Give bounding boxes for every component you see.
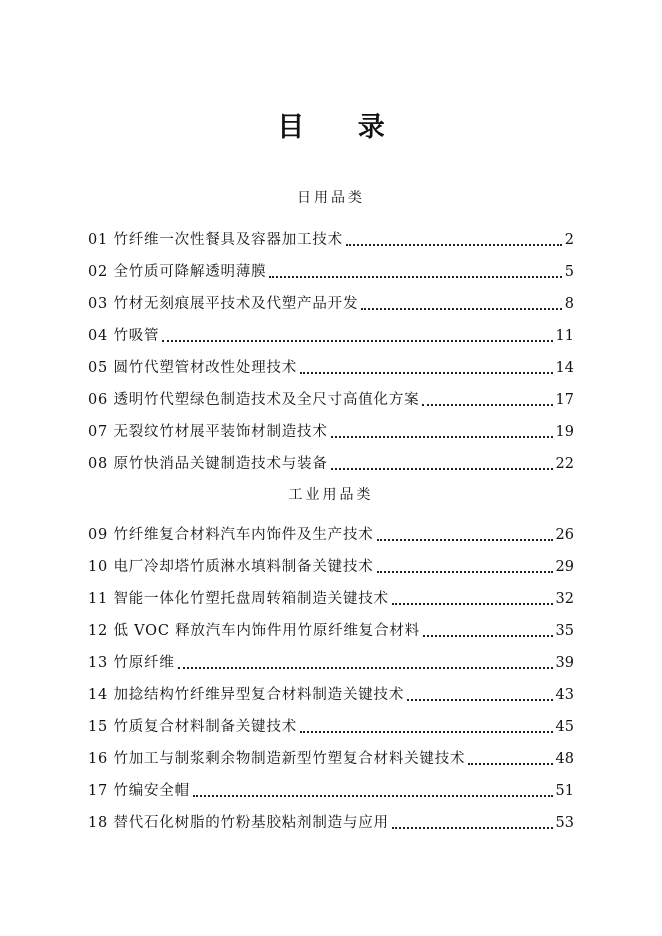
- toc-page-number: 35: [555, 623, 574, 639]
- toc-page-number: 29: [555, 559, 574, 575]
- toc-entry-title: 02 全竹质可降解透明薄膜: [88, 264, 267, 280]
- toc-entry-title: 03 竹材无刻痕展平技术及代塑产品开发: [88, 296, 359, 312]
- toc-page-number: 8: [564, 296, 574, 312]
- toc-entry[interactable]: [88, 609, 574, 641]
- toc-page-number: 11: [555, 328, 574, 344]
- toc-entry-title: 06 透明竹代塑绿色制造技术及全尺寸高值化方案: [88, 392, 420, 408]
- toc-entry[interactable]: [88, 442, 574, 474]
- dot-leader: [162, 340, 552, 342]
- toc-entry[interactable]: [88, 250, 574, 282]
- toc-entry[interactable]: [88, 769, 574, 801]
- toc-entry-title: 18 替代石化树脂的竹粉基胶粘剂制造与应用: [88, 815, 389, 831]
- toc-list-industrial: [88, 513, 574, 833]
- toc-entry[interactable]: [88, 218, 574, 250]
- toc-page-number: 43: [555, 687, 574, 703]
- toc-page-number: 51: [555, 783, 574, 799]
- toc-entry-title: 05 圆竹代塑管材改性处理技术: [88, 360, 298, 376]
- toc-entry[interactable]: [88, 513, 574, 545]
- toc-page-number: 48: [555, 751, 574, 767]
- toc-entry[interactable]: [88, 314, 574, 346]
- toc-list-daily-use: [88, 218, 574, 474]
- dot-leader: [178, 667, 553, 669]
- toc-entry-title: 11 智能一体化竹塑托盘周转箱制造关键技术: [88, 591, 389, 607]
- toc-entry[interactable]: [88, 673, 574, 705]
- toc-entry-title: 10 电厂冷却塔竹质淋水填料制备关键技术: [88, 559, 374, 575]
- toc-entry[interactable]: [88, 737, 574, 769]
- toc-page-number: 45: [555, 719, 574, 735]
- dot-leader: [423, 635, 553, 637]
- toc-page-number: 17: [555, 392, 574, 408]
- toc-entry-title: 14 加捻结构竹纤维异型复合材料制造关键技术: [88, 687, 405, 703]
- dot-leader: [377, 539, 553, 541]
- toc-entry[interactable]: [88, 545, 574, 577]
- toc-entry-title: 17 竹编安全帽: [88, 783, 190, 799]
- toc-page-number: 2: [564, 232, 574, 248]
- toc-entry[interactable]: [88, 577, 574, 609]
- toc-page-number: 19: [555, 424, 574, 440]
- section-heading-daily-use: 日用品类: [297, 190, 365, 206]
- toc-entry[interactable]: [88, 641, 574, 673]
- toc-entry[interactable]: [88, 705, 574, 737]
- toc-page-number: 26: [555, 527, 574, 543]
- toc-entry-title: 01 竹纤维一次性餐具及容器加工技术: [88, 232, 343, 248]
- page-title: 目 录: [277, 112, 407, 143]
- dot-leader: [392, 603, 553, 605]
- toc-entry[interactable]: [88, 282, 574, 314]
- toc-entry-title: 13 竹原纤维: [88, 655, 175, 671]
- toc-entry[interactable]: [88, 410, 574, 442]
- dot-leader: [331, 436, 553, 438]
- dot-leader: [361, 308, 562, 310]
- toc-entry-title: 09 竹纤维复合材料汽车内饰件及生产技术: [88, 527, 374, 543]
- toc-entry-title: 12 低 VOC 释放汽车内饰件用竹原纤维复合材料: [88, 623, 420, 639]
- toc-entry-title: 16 竹加工与制浆剩余物制造新型竹塑复合材料关键技术: [88, 751, 466, 767]
- dot-leader: [331, 468, 553, 470]
- dot-leader: [346, 244, 562, 246]
- toc-entry-title: 07 无裂纹竹材展平装饰材制造技术: [88, 424, 328, 440]
- section-heading-industrial: 工业用品类: [288, 487, 374, 503]
- toc-page-number: 53: [555, 815, 574, 831]
- dot-leader: [392, 827, 553, 829]
- toc-page-number: 32: [555, 591, 574, 607]
- toc-entry-title: 04 竹吸管: [88, 328, 160, 344]
- toc-entry[interactable]: [88, 378, 574, 410]
- toc-page-number: 22: [555, 456, 574, 472]
- dot-leader: [269, 276, 561, 278]
- toc-page-number: 39: [555, 655, 574, 671]
- dot-leader: [300, 372, 552, 374]
- toc-page-number: 14: [555, 360, 574, 376]
- toc-entry-title: 08 原竹快消品关键制造技术与装备: [88, 456, 328, 472]
- dot-leader: [422, 404, 552, 406]
- dot-leader: [407, 699, 552, 701]
- dot-leader: [300, 731, 552, 733]
- dot-leader: [468, 763, 552, 765]
- dot-leader: [193, 795, 553, 797]
- toc-entry[interactable]: [88, 801, 574, 833]
- dot-leader: [377, 571, 553, 573]
- toc-entry[interactable]: [88, 346, 574, 378]
- toc-entry-title: 15 竹质复合材料制备关键技术: [88, 719, 298, 735]
- toc-page-number: 5: [564, 264, 574, 280]
